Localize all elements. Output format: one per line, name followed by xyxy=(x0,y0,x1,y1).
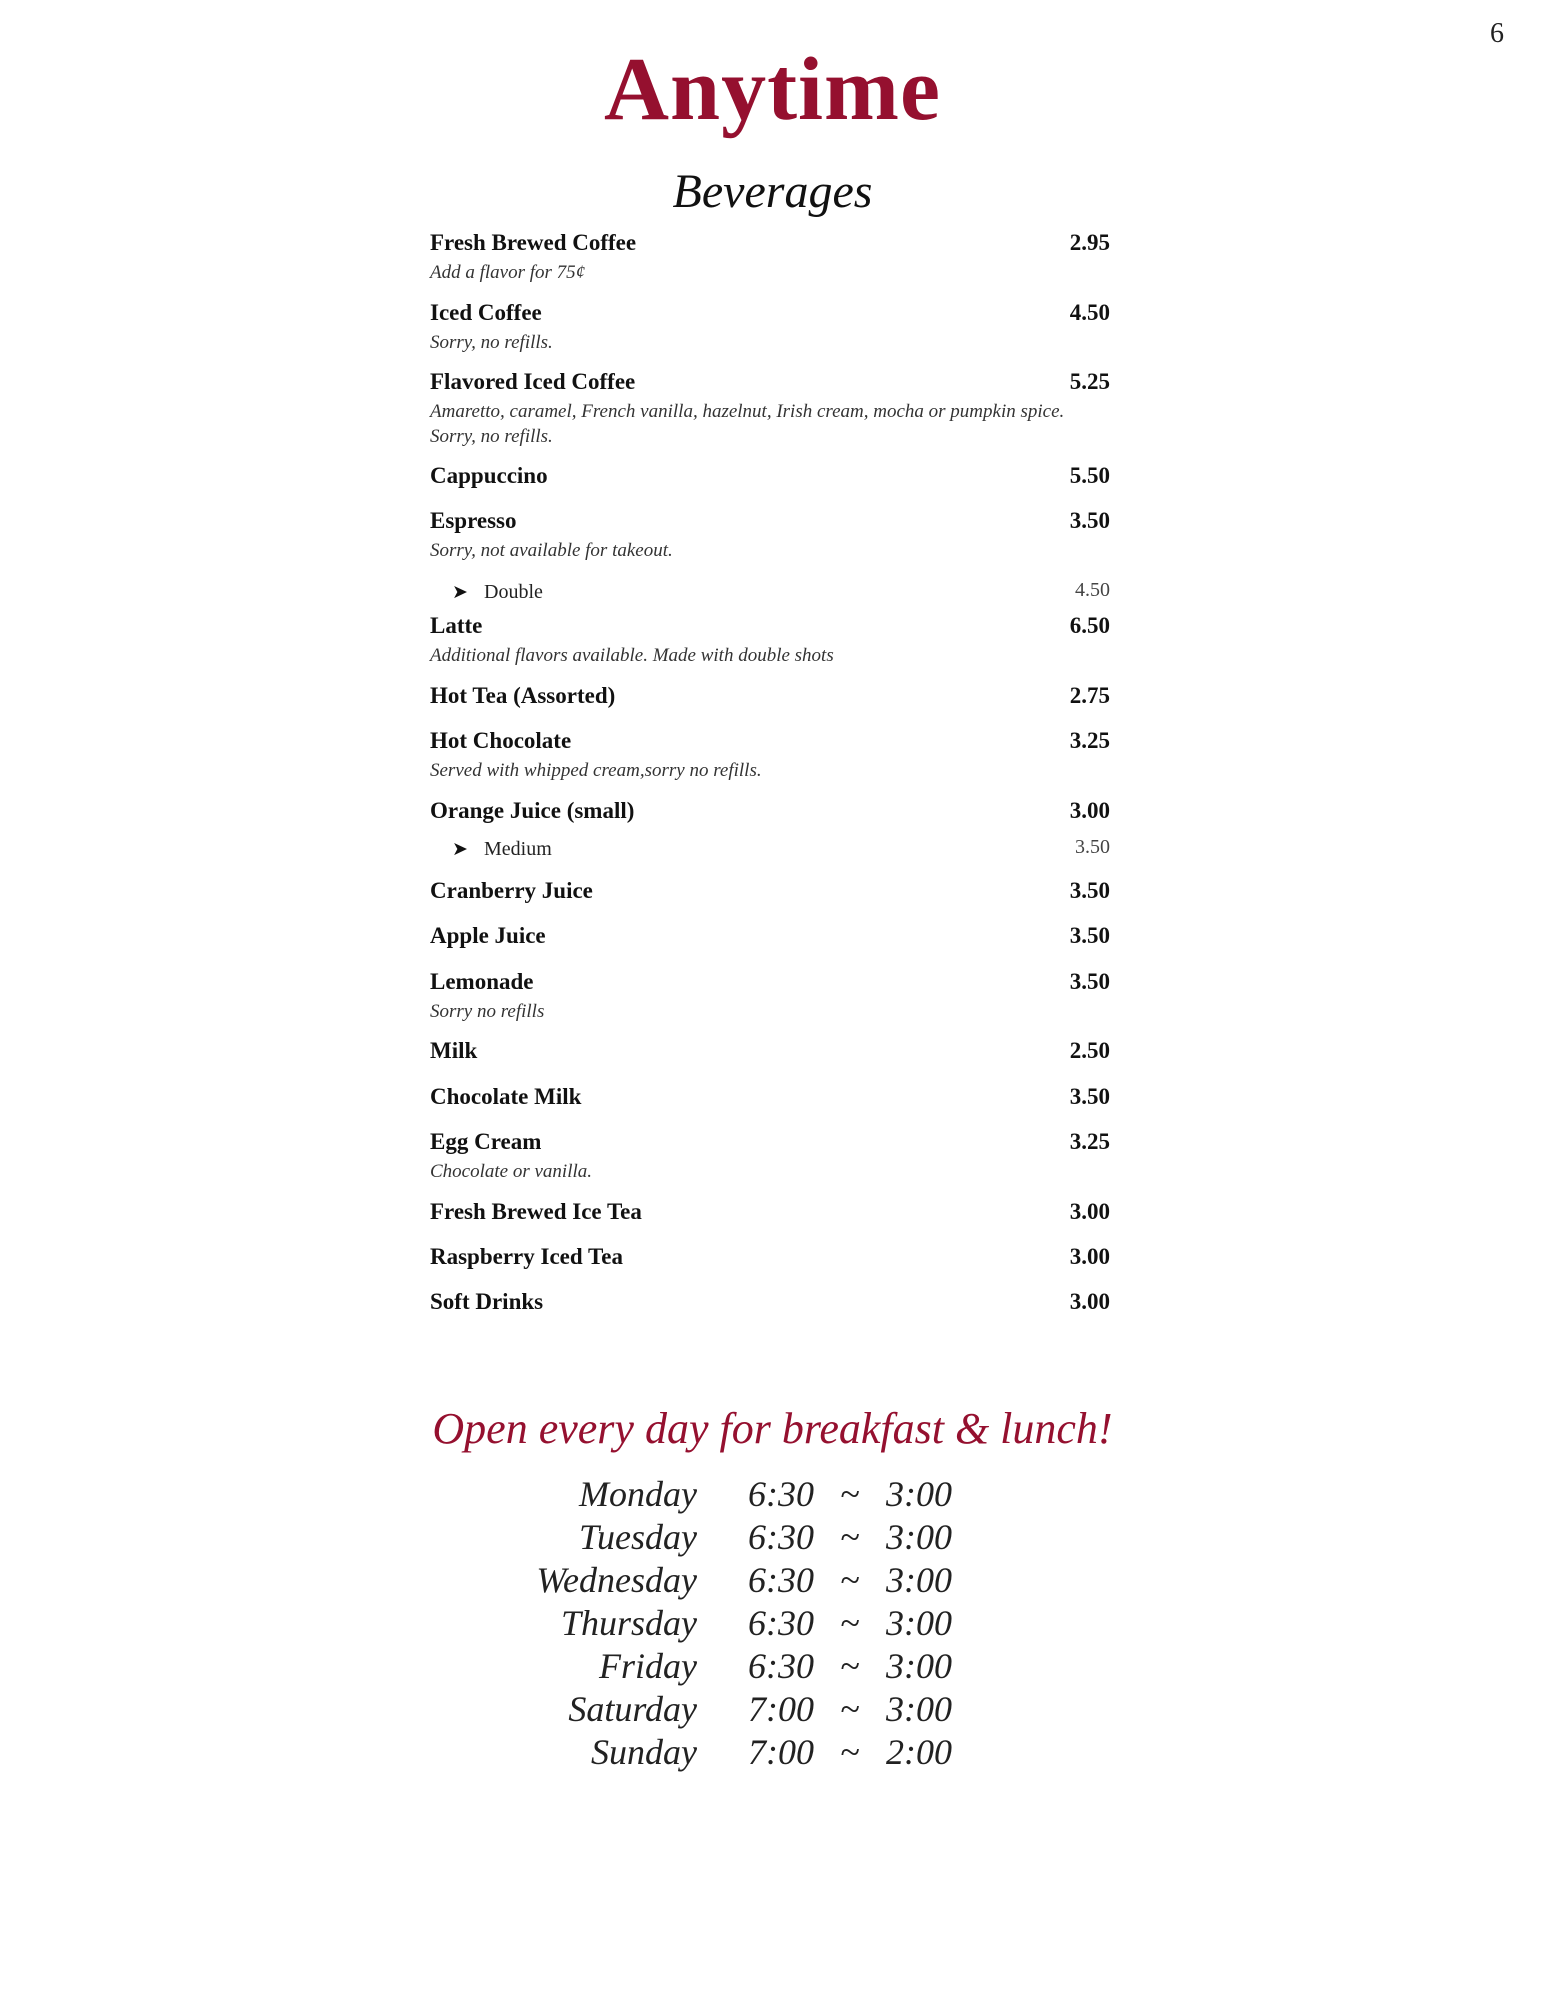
page-title: Anytime xyxy=(604,40,941,139)
close-time: 3:00 xyxy=(886,1689,952,1729)
sub-item xyxy=(430,836,1110,864)
item-price: 3.00 xyxy=(1069,1289,1110,1314)
item-price: 3.50 xyxy=(1069,1084,1110,1109)
item-name: Hot Tea (Assorted) xyxy=(430,683,616,708)
item-note: Add a flavor for 75¢ xyxy=(430,262,586,283)
time-separator: ~ xyxy=(840,1474,860,1514)
sub-item-price: 4.50 xyxy=(1075,579,1110,601)
opening-hours-heading: Open every day for breakfast & lunch! xyxy=(432,1404,1113,1453)
item-note: Sorry no refills xyxy=(430,1001,545,1022)
open-time: 6:30 xyxy=(748,1603,814,1643)
close-time: 3:00 xyxy=(886,1646,952,1686)
menu-item xyxy=(430,683,1110,713)
item-price: 5.50 xyxy=(1069,463,1110,488)
item-price: 3.00 xyxy=(1069,1199,1110,1224)
arrow-icon: ➤ xyxy=(452,582,468,603)
item-price: 2.75 xyxy=(1069,683,1110,708)
item-price: 3.50 xyxy=(1069,969,1110,994)
item-price: 3.50 xyxy=(1069,923,1110,948)
item-note: Sorry, not available for takeout. xyxy=(430,540,673,561)
menu-item xyxy=(430,300,1110,355)
sub-item-price: 3.50 xyxy=(1075,836,1110,858)
hours-row xyxy=(0,1688,1545,1732)
item-name: Fresh Brewed Coffee xyxy=(430,230,637,255)
menu-item xyxy=(430,1244,1110,1274)
day-label: Sunday xyxy=(591,1732,697,1772)
item-note: Served with whipped cream,sorry no refills. xyxy=(430,760,762,781)
item-price: 3.00 xyxy=(1069,798,1110,823)
time-separator: ~ xyxy=(840,1517,860,1557)
item-name: Apple Juice xyxy=(430,923,546,948)
item-price: 3.25 xyxy=(1069,1129,1110,1154)
item-name: Soft Drinks xyxy=(430,1289,544,1314)
day-label: Wednesday xyxy=(536,1560,697,1600)
hours-row xyxy=(0,1516,1545,1560)
item-price: 2.95 xyxy=(1069,230,1110,255)
menu-item xyxy=(430,1289,1110,1319)
item-name: Orange Juice (small) xyxy=(430,798,635,823)
menu-item xyxy=(430,1038,1110,1068)
time-separator: ~ xyxy=(840,1646,860,1686)
menu-item xyxy=(430,508,1110,563)
item-price: 4.50 xyxy=(1069,300,1110,325)
item-price: 3.00 xyxy=(1069,1244,1110,1269)
item-note: Chocolate or vanilla. xyxy=(430,1161,593,1182)
menu-item xyxy=(430,1199,1110,1229)
item-note: Sorry, no refills. xyxy=(430,332,553,353)
hours-row xyxy=(0,1602,1545,1646)
arrow-icon: ➤ xyxy=(452,839,468,860)
item-price: 3.50 xyxy=(1069,508,1110,533)
open-time: 6:30 xyxy=(748,1560,814,1600)
day-label: Friday xyxy=(599,1646,697,1686)
item-name: Cranberry Juice xyxy=(430,878,593,903)
day-label: Tuesday xyxy=(578,1517,697,1557)
item-name: Cappuccino xyxy=(430,463,548,488)
item-price: 2.50 xyxy=(1069,1038,1110,1063)
time-separator: ~ xyxy=(840,1689,860,1729)
item-name: Raspberry Iced Tea xyxy=(430,1244,623,1269)
item-name: Latte xyxy=(430,613,483,638)
item-name: Hot Chocolate xyxy=(430,728,572,753)
hours-row xyxy=(0,1731,1545,1775)
open-time: 7:00 xyxy=(748,1732,814,1772)
item-name: Chocolate Milk xyxy=(430,1084,582,1109)
page-number: 6 xyxy=(1490,18,1504,49)
close-time: 2:00 xyxy=(886,1732,952,1772)
hours-row xyxy=(0,1645,1545,1689)
item-price: 6.50 xyxy=(1069,613,1110,638)
sub-item-name: Medium xyxy=(484,838,552,860)
item-price: 5.25 xyxy=(1069,369,1110,394)
menu-item xyxy=(430,728,1110,783)
menu-item xyxy=(430,798,1110,828)
item-price: 3.25 xyxy=(1069,728,1110,753)
menu-item xyxy=(430,1129,1110,1184)
menu-item xyxy=(430,969,1110,1024)
close-time: 3:00 xyxy=(886,1474,952,1514)
item-name: Lemonade xyxy=(430,969,534,994)
menu-item xyxy=(430,613,1110,668)
time-separator: ~ xyxy=(840,1560,860,1600)
time-separator: ~ xyxy=(840,1732,860,1772)
open-time: 6:30 xyxy=(748,1646,814,1686)
item-name: Egg Cream xyxy=(430,1129,542,1154)
day-label: Monday xyxy=(579,1474,697,1514)
hours-row xyxy=(0,1473,1545,1517)
item-name: Espresso xyxy=(430,508,517,533)
menu-item xyxy=(430,1084,1110,1114)
time-separator: ~ xyxy=(840,1603,860,1643)
item-price: 3.50 xyxy=(1069,878,1110,903)
day-label: Saturday xyxy=(568,1689,697,1729)
open-time: 7:00 xyxy=(748,1689,814,1729)
sub-item-name: Double xyxy=(484,581,543,603)
hours-row xyxy=(0,1559,1545,1603)
item-name: Milk xyxy=(430,1038,478,1063)
item-name: Fresh Brewed Ice Tea xyxy=(430,1199,642,1224)
open-time: 6:30 xyxy=(748,1474,814,1514)
item-name: Flavored Iced Coffee xyxy=(430,369,636,394)
section-title: Beverages xyxy=(672,165,873,218)
item-name: Iced Coffee xyxy=(430,300,542,325)
menu-item xyxy=(430,463,1110,493)
menu-item xyxy=(430,230,1110,285)
menu-item xyxy=(430,878,1110,908)
sub-item xyxy=(430,579,1110,607)
close-time: 3:00 xyxy=(886,1603,952,1643)
close-time: 3:00 xyxy=(886,1560,952,1600)
close-time: 3:00 xyxy=(886,1517,952,1557)
item-note: Additional flavors available. Made with double shots xyxy=(430,645,834,666)
menu-item xyxy=(430,369,1110,449)
day-label: Thursday xyxy=(560,1603,697,1643)
item-note: Amaretto, caramel, French vanilla, hazelnut, Irish cream, mocha or pumpkin spice. Sorry, no refills. xyxy=(430,401,1065,447)
open-time: 6:30 xyxy=(748,1517,814,1557)
menu-item xyxy=(430,923,1110,953)
